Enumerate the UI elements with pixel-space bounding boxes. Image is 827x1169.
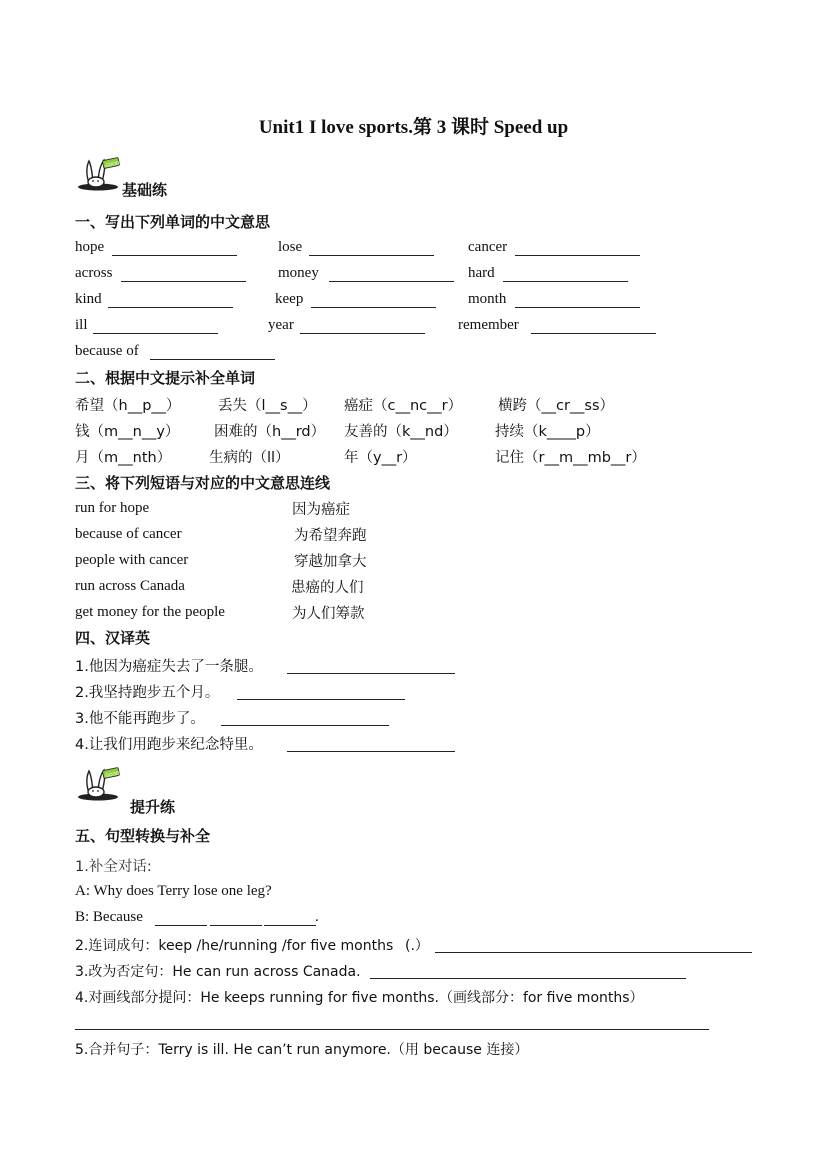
translate-item: 2.我坚持跑步五个月。 <box>75 685 220 701</box>
hint-item: 友善的（k__nd） <box>344 424 458 440</box>
hint-item: 钱（m__n__y） <box>75 424 180 440</box>
word-label: year <box>268 317 294 333</box>
hint-item: 年（y__r） <box>344 450 417 466</box>
question-5: 5.合并句子：Terry is ill. He can’t run anymore.（用 because 连接） <box>75 1042 529 1058</box>
match-english-item[interactable]: run for hope <box>75 500 150 516</box>
dialogue-line-b: B: Because <box>75 909 143 925</box>
question-2-punctuation: (.） <box>405 938 429 954</box>
match-chinese-item[interactable]: 因为癌症 <box>292 502 350 518</box>
hint-item: 癌症（c__nc__r） <box>344 398 463 414</box>
answer-blank[interactable] <box>287 673 455 674</box>
section-3-heading: 三、将下列短语与对应的中文意思连线 <box>75 474 331 492</box>
answer-blank[interactable] <box>515 255 640 256</box>
question-2: 2.连词成句：keep /he/running /for five months <box>75 938 394 954</box>
answer-blank[interactable] <box>503 281 628 282</box>
answer-blank[interactable] <box>93 333 218 334</box>
section-4-heading: 四、汉译英 <box>75 629 151 647</box>
answer-blank[interactable] <box>121 281 246 282</box>
section-1-heading: 一、写出下列单词的中文意思 <box>75 213 271 231</box>
answer-blank[interactable] <box>75 1029 709 1030</box>
advanced-section-label: 提升练 <box>130 798 176 816</box>
answer-blank[interactable] <box>435 952 752 953</box>
basic-section-label: 基础练 <box>122 181 168 199</box>
match-chinese-item[interactable]: 穿越加拿大 <box>294 554 367 570</box>
word-label: across <box>75 265 113 281</box>
page-title: Unit1 I love sports.第 3 课时 Speed up <box>258 117 569 138</box>
hint-item: 月（m__nth） <box>75 450 172 466</box>
answer-blank[interactable] <box>264 925 316 926</box>
word-label: lose <box>278 239 303 255</box>
dialogue-line-a: A: Why does Terry lose one leg? <box>75 883 272 899</box>
answer-blank[interactable] <box>287 751 455 752</box>
translate-item: 3.他不能再跑步了。 <box>75 711 205 727</box>
hint-item: 横跨（__cr__ss） <box>498 398 615 414</box>
match-chinese-item[interactable]: 为希望奔跑 <box>294 528 367 544</box>
hint-item: 希望（h__p__） <box>75 398 181 414</box>
match-english-item[interactable]: get money for the people <box>75 604 225 620</box>
section-5-heading: 五、句型转换与补全 <box>75 827 211 845</box>
bunny-good-sign-icon <box>76 767 120 801</box>
answer-blank[interactable] <box>155 925 207 926</box>
dialogue-period: . <box>315 909 319 925</box>
answer-blank[interactable] <box>237 699 405 700</box>
question-3: 3.改为否定句：He can run across Canada. <box>75 964 361 980</box>
word-label: hard <box>468 265 495 281</box>
word-label: money <box>278 265 319 281</box>
match-chinese-item[interactable]: 患癌的人们 <box>291 580 364 596</box>
answer-blank[interactable] <box>515 307 640 308</box>
icon-sign-text: GOOD <box>105 771 120 780</box>
section-2-heading: 二、根据中文提示补全单词 <box>75 369 256 387</box>
word-label: because of <box>75 343 139 359</box>
translate-item: 4.让我们用跑步来纪念特里。 <box>75 737 263 753</box>
word-label: cancer <box>468 239 508 255</box>
bunny-good-sign-icon <box>76 157 120 191</box>
match-english-item[interactable]: people with cancer <box>75 552 189 568</box>
match-english-item[interactable]: because of cancer <box>75 526 182 542</box>
answer-blank[interactable] <box>112 255 237 256</box>
answer-blank[interactable] <box>311 307 436 308</box>
question-4: 4.对画线部分提问：He keeps running for five months.（画线部分：for five months） <box>75 990 644 1006</box>
word-label: keep <box>275 291 304 307</box>
hint-item: 困难的（h__rd） <box>214 424 326 440</box>
answer-blank[interactable] <box>309 255 434 256</box>
answer-blank[interactable] <box>329 281 454 282</box>
hint-item: 生病的（ll） <box>209 450 290 466</box>
question-1: 1.补全对话: <box>75 859 152 875</box>
word-label: hope <box>75 239 105 255</box>
word-label: remember <box>458 317 519 333</box>
answer-blank[interactable] <box>210 925 262 926</box>
match-english-item[interactable]: run across Canada <box>75 578 185 594</box>
answer-blank[interactable] <box>108 307 233 308</box>
hint-item: 记住（r__m__mb__r） <box>495 450 646 466</box>
match-chinese-item[interactable]: 为人们筹款 <box>292 606 365 622</box>
answer-blank[interactable] <box>531 333 656 334</box>
word-label: month <box>468 291 507 307</box>
hint-item: 持续（k____p） <box>495 424 600 440</box>
answer-blank[interactable] <box>300 333 425 334</box>
answer-blank[interactable] <box>221 725 389 726</box>
answer-blank[interactable] <box>370 978 686 979</box>
answer-blank[interactable] <box>150 359 275 360</box>
hint-item: 丢失（l__s__） <box>218 398 317 414</box>
word-label: kind <box>75 291 102 307</box>
translate-item: 1.他因为癌症失去了一条腿。 <box>75 659 263 675</box>
word-label: ill <box>75 317 88 333</box>
icon-sign-text: GOOD <box>105 161 120 170</box>
